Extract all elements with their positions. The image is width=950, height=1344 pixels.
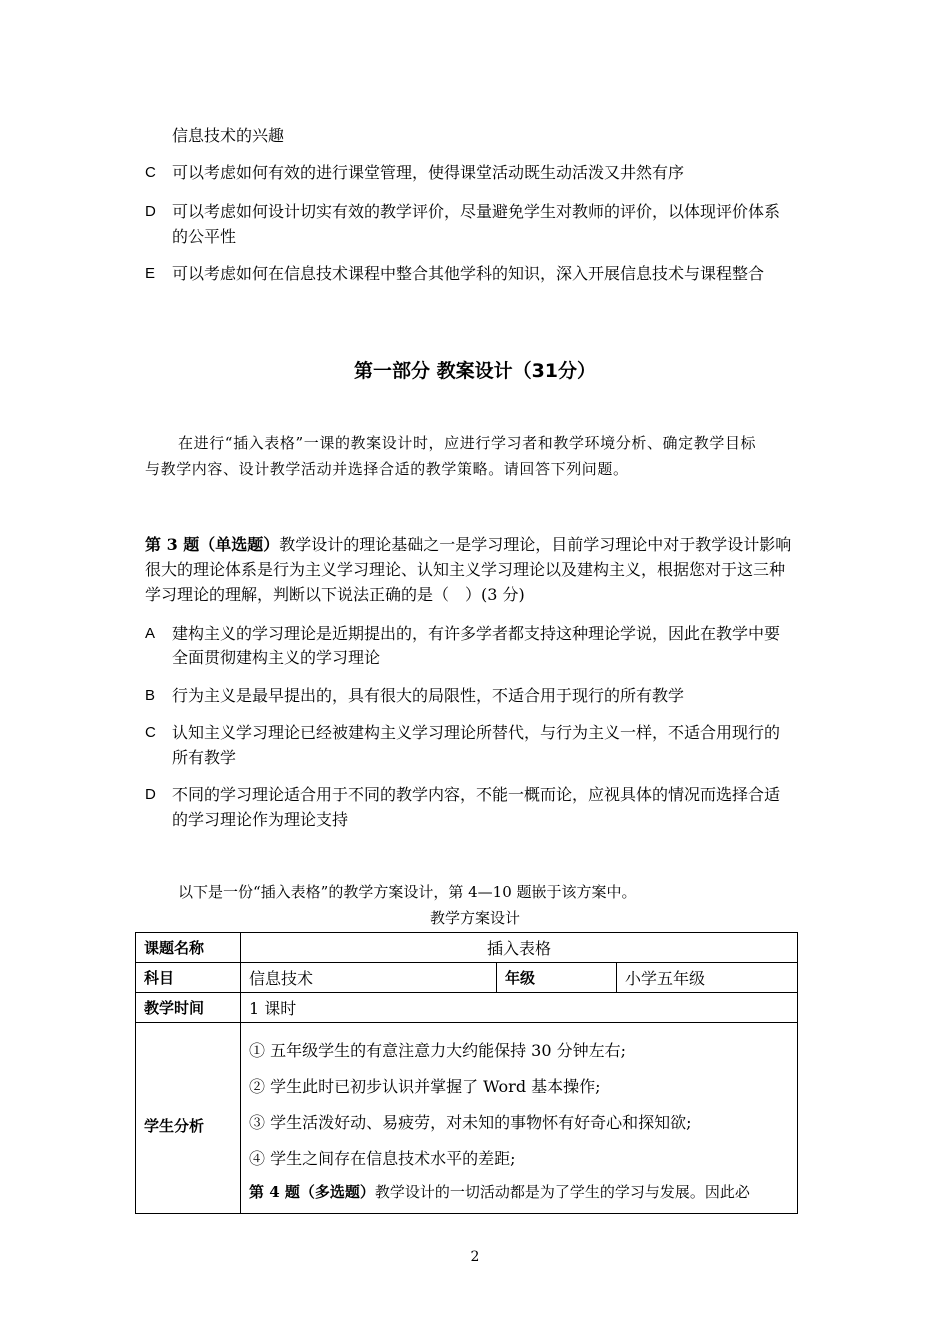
analysis-item-2: ② 学生此时已初步认识并掌握了 Word 基本操作; bbox=[249, 1077, 601, 1096]
q3-option-a-line2: 全面贯彻建构主义的学习理论 bbox=[172, 648, 381, 667]
analysis-label: 学生分析 bbox=[136, 1023, 241, 1214]
q3-option-c-letter: C bbox=[145, 724, 156, 741]
table-row-subject bbox=[136, 963, 798, 993]
time-value: 1 课时 bbox=[241, 993, 798, 1023]
teaching-plan-table bbox=[135, 932, 798, 1214]
q3-option-a-letter: A bbox=[145, 625, 156, 642]
q3-option-a-line1: 建构主义的学习理论是近期提出的，有许多学者都支持这种理论学说，因此在教学中要 bbox=[172, 624, 781, 643]
q3-option-d-letter: D bbox=[145, 786, 156, 803]
section-heading: 第一部分 教案设计（31分） bbox=[353, 360, 597, 382]
table-row-analysis bbox=[136, 1023, 798, 1214]
analysis-item-1: ① 五年级学生的有意注意力大约能保持 30 分钟左右; bbox=[249, 1041, 627, 1060]
q4-text: 教学设计的一切活动都是为了学生的学习与发展。因此必 bbox=[374, 1183, 750, 1201]
analysis-content bbox=[241, 1023, 798, 1214]
q3-label: 第 3 题（单选题） bbox=[145, 535, 280, 554]
option-e-letter: E bbox=[145, 265, 156, 282]
subject-value: 信息技术 bbox=[241, 963, 497, 993]
option-b-continuation: 信息技术的兴趣 bbox=[172, 126, 285, 145]
q3-option-b-line1: 行为主义是最早提出的，具有很大的局限性，不适合用于现行的所有教学 bbox=[172, 686, 685, 705]
time-label: 教学时间 bbox=[136, 993, 241, 1023]
table-row-topic bbox=[136, 933, 798, 963]
page-number: 2 bbox=[470, 1249, 480, 1265]
grade-label: 年级 bbox=[497, 963, 617, 993]
intro-line2: 与教学内容、设计教学活动并选择合适的教学策略。请回答下列问题。 bbox=[145, 460, 629, 478]
topic-value: 插入表格 bbox=[241, 933, 798, 963]
analysis-item-3: ③ 学生活泼好动、易疲劳，对未知的事物怀有好奇心和探知欲; bbox=[249, 1113, 692, 1132]
table-row-time bbox=[136, 993, 798, 1023]
topic-label: 课题名称 bbox=[136, 933, 241, 963]
q3-option-c-line1: 认知主义学习理论已经被建构主义学习理论所替代，与行为主义一样，不适合用现行的 bbox=[172, 723, 781, 742]
analysis-item-4: ④ 学生之间存在信息技术水平的差距; bbox=[249, 1149, 516, 1168]
q4-line bbox=[249, 1177, 789, 1207]
q3-line3: 学习理论的理解，判断以下说法正确的是（ ）(3 分) bbox=[145, 585, 525, 604]
plan-intro: 以下是一份“插入表格”的教学方案设计，第 4—10 题嵌于该方案中。 bbox=[178, 883, 637, 901]
grade-value: 小学五年级 bbox=[617, 963, 798, 993]
q4-label: 第 4 题（多选题） bbox=[249, 1183, 375, 1201]
option-d-line2: 的公平性 bbox=[172, 227, 237, 246]
subject-label: 科目 bbox=[136, 963, 241, 993]
intro-line1: 在进行“插入表格”一课的教案设计时，应进行学习者和教学环境分析、确定教学目标 bbox=[178, 434, 757, 452]
option-c-letter: C bbox=[145, 164, 156, 181]
option-d-line1: 可以考虑如何设计切实有效的教学评价，尽量避免学生对教师的评价，以体现评价体系 bbox=[172, 202, 781, 221]
q3-option-d-line2: 的学习理论作为理论支持 bbox=[172, 810, 349, 829]
q3-line2: 很大的理论体系是行为主义学习理论、认知主义学习理论以及建构主义，根据您对于这三种 bbox=[145, 560, 786, 579]
q3-line1 bbox=[145, 533, 791, 557]
option-d-letter: D bbox=[145, 203, 156, 220]
option-e-text: 可以考虑如何在信息技术课程中整合其他学科的知识，深入开展信息技术与课程整合 bbox=[172, 264, 765, 283]
q3-option-c-line2: 所有教学 bbox=[172, 748, 237, 767]
q3-option-d-line1: 不同的学习理论适合用于不同的教学内容，不能一概而论，应视具体的情况而选择合适 bbox=[172, 785, 781, 804]
table-caption: 教学方案设计 bbox=[429, 909, 520, 927]
option-c-text: 可以考虑如何有效的进行课堂管理，使得课堂活动既生动活泼又井然有序 bbox=[172, 163, 685, 182]
q3-text-line1: 教学设计的理论基础之一是学习理论，目前学习理论中对于教学设计影响 bbox=[279, 535, 792, 554]
q3-option-b-letter: B bbox=[145, 687, 156, 704]
